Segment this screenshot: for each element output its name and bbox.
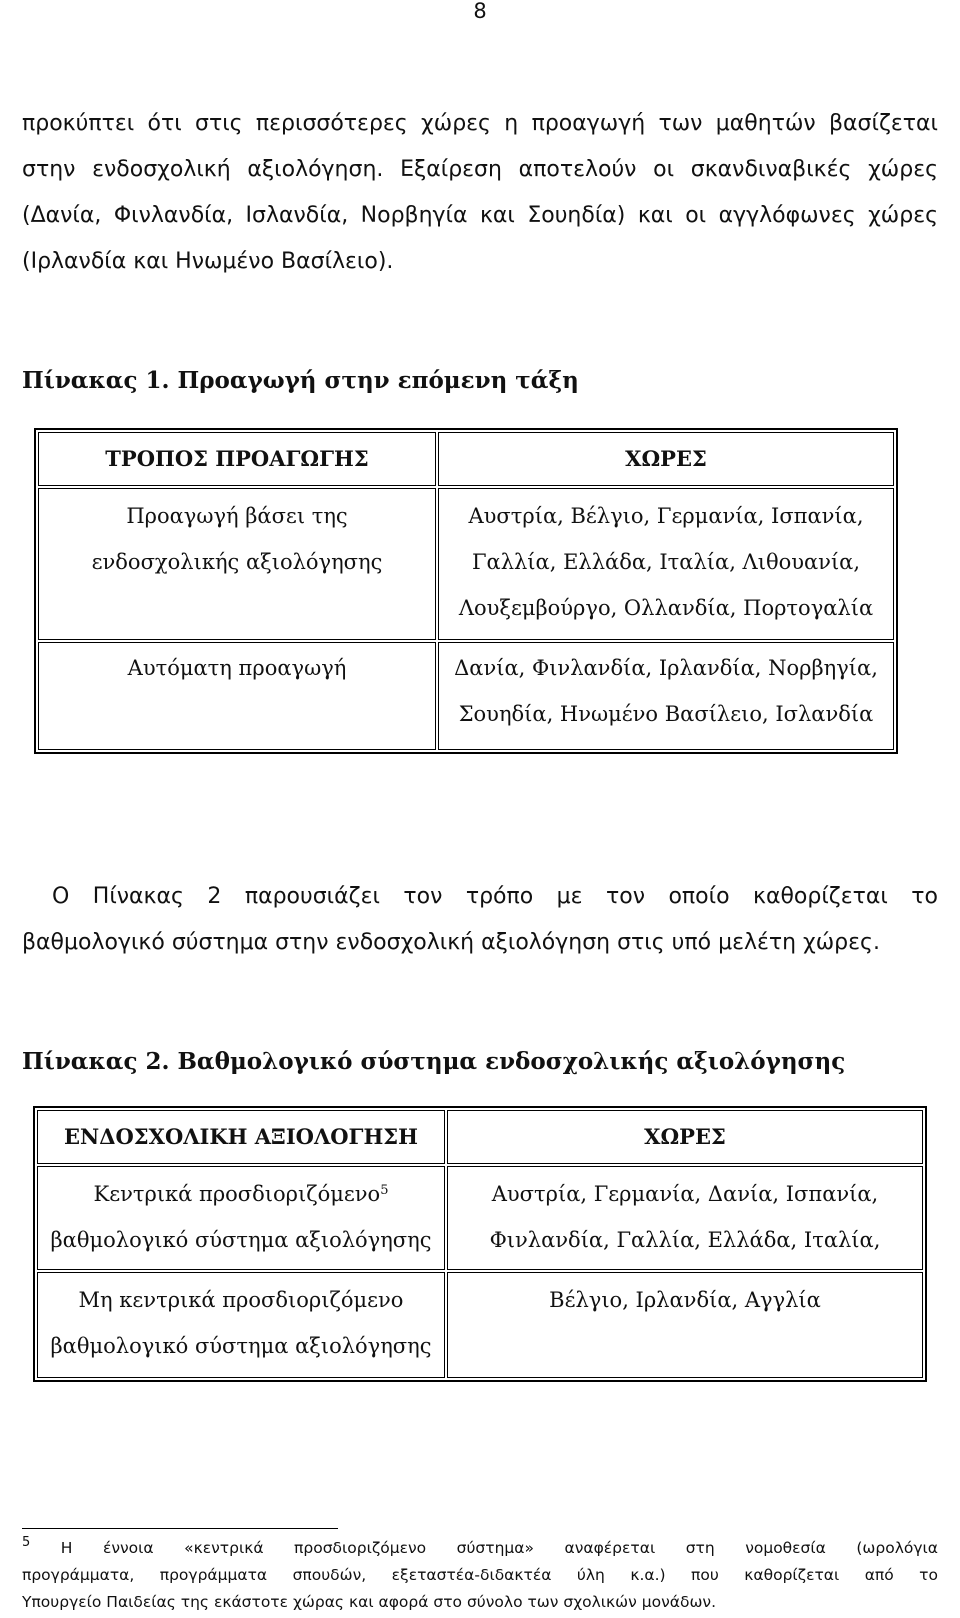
paragraph-line: (Δανία, Φινλανδία, Ισλανδία, Νορβηγία και Σουηδία) και οι αγγλόφωνες χώρες — [22, 203, 938, 228]
countries-cell: Αυστρία, Γερμανία, Δανία, Ισπανία, Φινλανδία, Γαλλία, Ελλάδα, Ιταλία, — [447, 1166, 923, 1270]
page-number: 8 — [473, 0, 487, 23]
column-header: ΧΩΡΕΣ — [447, 1110, 923, 1164]
paragraph-line: στην ενδοσχολική αξιολόγηση. Εξαίρεση αποτελούν οι σκανδιναβικές χώρες — [22, 157, 938, 182]
table-header-row — [37, 1110, 923, 1164]
table-row — [38, 642, 894, 750]
footnote-line: προγράμματα, προγράμματα σπουδών, εξεταστέα-διδακτέα ύλη κ.α.) που καθορίζεται από το — [22, 1566, 938, 1584]
grading-system-cell: Κεντρικά προσδιοριζόμενο$^5$ βαθμολογικό σύστημα αξιολόγησης — [37, 1166, 445, 1270]
table-row — [38, 488, 894, 640]
intro-paragraph — [22, 101, 938, 285]
column-header: ΤΡΟΠΟΣ ΠΡΟΑΓΩΓΗΣ — [38, 432, 436, 486]
table-row — [37, 1272, 923, 1378]
table2-intro-paragraph — [22, 874, 938, 966]
footnote-mark: 5 — [22, 1535, 31, 1550]
footnote-line: $^5$ Η έννοια «κεντρικά προσδιοριζόμενο σύστημα» αναφέρεται στη νομοθεσία (ωρολόγια — [22, 1535, 938, 1557]
countries-cell: Δανία, Φινλανδία, Ιρλανδία, Νορβηγία, Σουηδία, Ηνωμένο Βασίλειο, Ισλανδία — [438, 642, 894, 750]
table-header-row — [38, 432, 894, 486]
countries-cell: Αυστρία, Βέλγιο, Γερμανία, Ισπανία, Γαλλία, Ελλάδα, Ιταλία, Λιθουανία, Λουξεμβούργο, Ολλανδία, Πορτογαλία — [438, 488, 894, 640]
promotion-mode-cell: Προαγωγή βάσει της ενδοσχολικής αξιολόγησης — [38, 488, 436, 640]
footnote-line: Υπουργείο Παιδείας της εκάστοτε χώρας και αφορά στο σύνολο των σχολικών μονάδων. — [22, 1593, 717, 1611]
grading-system-cell: Μη κεντρικά προσδιοριζόμενο βαθμολογικό σύστημα αξιολόγησης — [37, 1272, 445, 1378]
paragraph-line: προκύπτει ότι στις περισσότερες χώρες η προαγωγή των μαθητών βασίζεται — [22, 111, 938, 136]
column-header: ΕΝΔΟΣΧΟΛΙΚΗ ΑΞΙΟΛΟΓΗΣΗ — [37, 1110, 445, 1164]
paragraph-line: βαθμολογικό σύστημα στην ενδοσχολική αξιολόγηση στις υπό μελέτη χώρες. — [22, 930, 880, 955]
column-header: ΧΩΡΕΣ — [438, 432, 894, 486]
promotion-mode-cell: Αυτόματη προαγωγή — [38, 642, 436, 750]
footnote-reference: 5 — [380, 1183, 389, 1198]
paragraph-line: Ο Πίνακας 2 παρουσιάζει τον τρόπο με τον οποίο καθορίζεται το — [52, 884, 938, 909]
table1-caption: Πίνακας 1. Προαγωγή στην επόμενη τάξη — [22, 367, 579, 394]
countries-cell: Βέλγιο, Ιρλανδία, Αγγλία — [447, 1272, 923, 1378]
paragraph-line: (Ιρλανδία και Ηνωμένο Βασίλειο). — [22, 249, 394, 274]
footnote — [22, 1535, 938, 1616]
promotion-table — [34, 428, 898, 754]
grading-system-table — [33, 1106, 927, 1382]
table2-caption: Πίνακας 2. Βαθμολογικό σύστημα ενδοσχολικής αξιολόγησης — [22, 1048, 846, 1075]
table-row — [37, 1166, 923, 1270]
footnote-separator — [22, 1528, 338, 1529]
